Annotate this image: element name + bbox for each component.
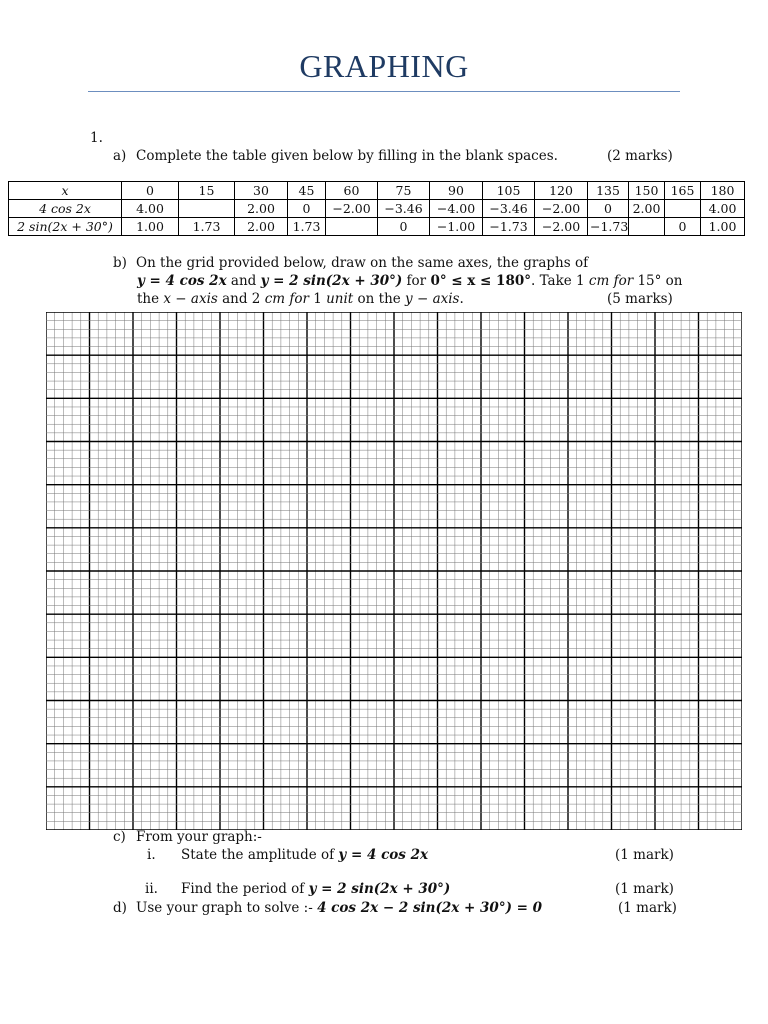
eq-cos: y = 4 cos 2x	[137, 273, 227, 289]
page-title: GRAPHING	[299, 48, 469, 84]
table-row	[9, 218, 745, 236]
part-d-label: d)	[113, 900, 127, 916]
part-c-ii-label: ii.	[145, 881, 158, 897]
table-cell: −1.00	[430, 218, 483, 236]
table-cell: 105	[483, 182, 535, 200]
graph-paper-grid[interactable]	[46, 312, 742, 830]
text-y-axis: y − axis	[405, 291, 460, 307]
table-cell: −2.00	[535, 200, 588, 218]
table-cell: 150	[629, 182, 665, 200]
table-cell: −3.46	[378, 200, 430, 218]
part-a-marks: (2 marks)	[607, 148, 673, 164]
text-x-axis: x − axis	[163, 291, 218, 307]
text-unit: unit	[326, 291, 354, 307]
table-cell: 180	[701, 182, 745, 200]
part-a-text: Complete the table given below by filling in the blank spaces.	[136, 148, 558, 164]
table-cell: 90	[430, 182, 483, 200]
table-cell: 75	[378, 182, 430, 200]
table-blank-cell[interactable]	[179, 200, 235, 218]
table-cell: −1.73	[588, 218, 629, 236]
part-c-i-text	[181, 847, 428, 863]
table-cell: 4.00	[122, 200, 179, 218]
text-one: 1	[308, 291, 327, 307]
table-cell: −2.00	[326, 200, 378, 218]
eq-range: 0° ≤ x ≤ 180°	[430, 273, 531, 289]
table-cell: 1.00	[701, 218, 745, 236]
part-d-marks: (1 mark)	[618, 900, 677, 916]
table-cell: 2.00	[235, 218, 288, 236]
table-cell: 165	[665, 182, 701, 200]
table-cell: 2.00	[235, 200, 288, 218]
table-row-header: 2 sin(2x + 30°)	[9, 218, 122, 236]
part-c-text: From your graph:-	[136, 829, 262, 845]
part-c-ii-eq: y = 2 sin(2x + 30°)	[308, 881, 451, 897]
table-cell: 1.00	[122, 218, 179, 236]
text-cmfor-2: cm for	[264, 291, 309, 307]
table-row	[9, 200, 745, 218]
table-cell: 0	[288, 200, 326, 218]
text-and-2: and 2	[217, 291, 265, 307]
part-c-ii-marks: (1 mark)	[615, 881, 674, 897]
part-c-ii-question: Find the period of	[181, 881, 309, 897]
title-underline	[88, 91, 680, 92]
table-blank-cell[interactable]	[665, 200, 701, 218]
question-number: 1.	[90, 130, 103, 146]
part-b-line2	[137, 273, 683, 289]
table-cell: 1.73	[179, 218, 235, 236]
table-blank-cell[interactable]	[326, 218, 378, 236]
table-cell: −3.46	[483, 200, 535, 218]
table-cell: 4.00	[701, 200, 745, 218]
part-c-ii-text	[181, 881, 450, 897]
table-cell: 0	[378, 218, 430, 236]
table-row-header: 4 cos 2x	[9, 200, 122, 218]
table-cell: 0	[665, 218, 701, 236]
part-c-i-label: i.	[147, 847, 156, 863]
table-row-header: x	[9, 182, 122, 200]
part-a-label: a)	[113, 148, 127, 164]
text-take: . Take 1	[530, 273, 589, 289]
table-row	[9, 182, 745, 200]
table-cell: 15	[179, 182, 235, 200]
part-b-marks: (5 marks)	[607, 291, 673, 307]
table-cell: 2.00	[629, 200, 665, 218]
table-cell: 30	[235, 182, 288, 200]
table-cell: 0	[588, 200, 629, 218]
part-b-label: b)	[113, 255, 127, 271]
table-cell: −1.73	[483, 218, 535, 236]
text-for: for	[402, 273, 431, 289]
text-the: the	[137, 291, 164, 307]
text-on: 15° on	[633, 273, 683, 289]
part-c-label: c)	[113, 829, 126, 845]
part-d-question: Use your graph to solve :-	[136, 900, 318, 916]
table-cell: −4.00	[430, 200, 483, 218]
table-cell: −2.00	[535, 218, 588, 236]
part-c-i-eq: y = 4 cos 2x	[338, 847, 429, 863]
part-c-i-marks: (1 mark)	[615, 847, 674, 863]
part-d-eq: 4 cos 2x − 2 sin(2x + 30°) = 0	[317, 900, 543, 916]
table-cell: 120	[535, 182, 588, 200]
table-cell: 60	[326, 182, 378, 200]
part-b-line3	[137, 291, 464, 307]
eq-sin: y = 2 sin(2x + 30°)	[260, 273, 403, 289]
text-dot: .	[459, 291, 464, 307]
table-cell: 0	[122, 182, 179, 200]
text-and: and	[226, 273, 261, 289]
text-cmfor-1: cm for	[588, 273, 634, 289]
part-c-i-question: State the amplitude of	[181, 847, 339, 863]
text-on-the: on the	[353, 291, 406, 307]
part-b-line1: On the grid provided below, draw on the same axes, the graphs of	[136, 255, 589, 271]
table-cell: 45	[288, 182, 326, 200]
values-table	[8, 181, 745, 236]
table-cell: 1.73	[288, 218, 326, 236]
part-d-text	[136, 900, 542, 916]
table-blank-cell[interactable]	[629, 218, 665, 236]
table-cell: 135	[588, 182, 629, 200]
